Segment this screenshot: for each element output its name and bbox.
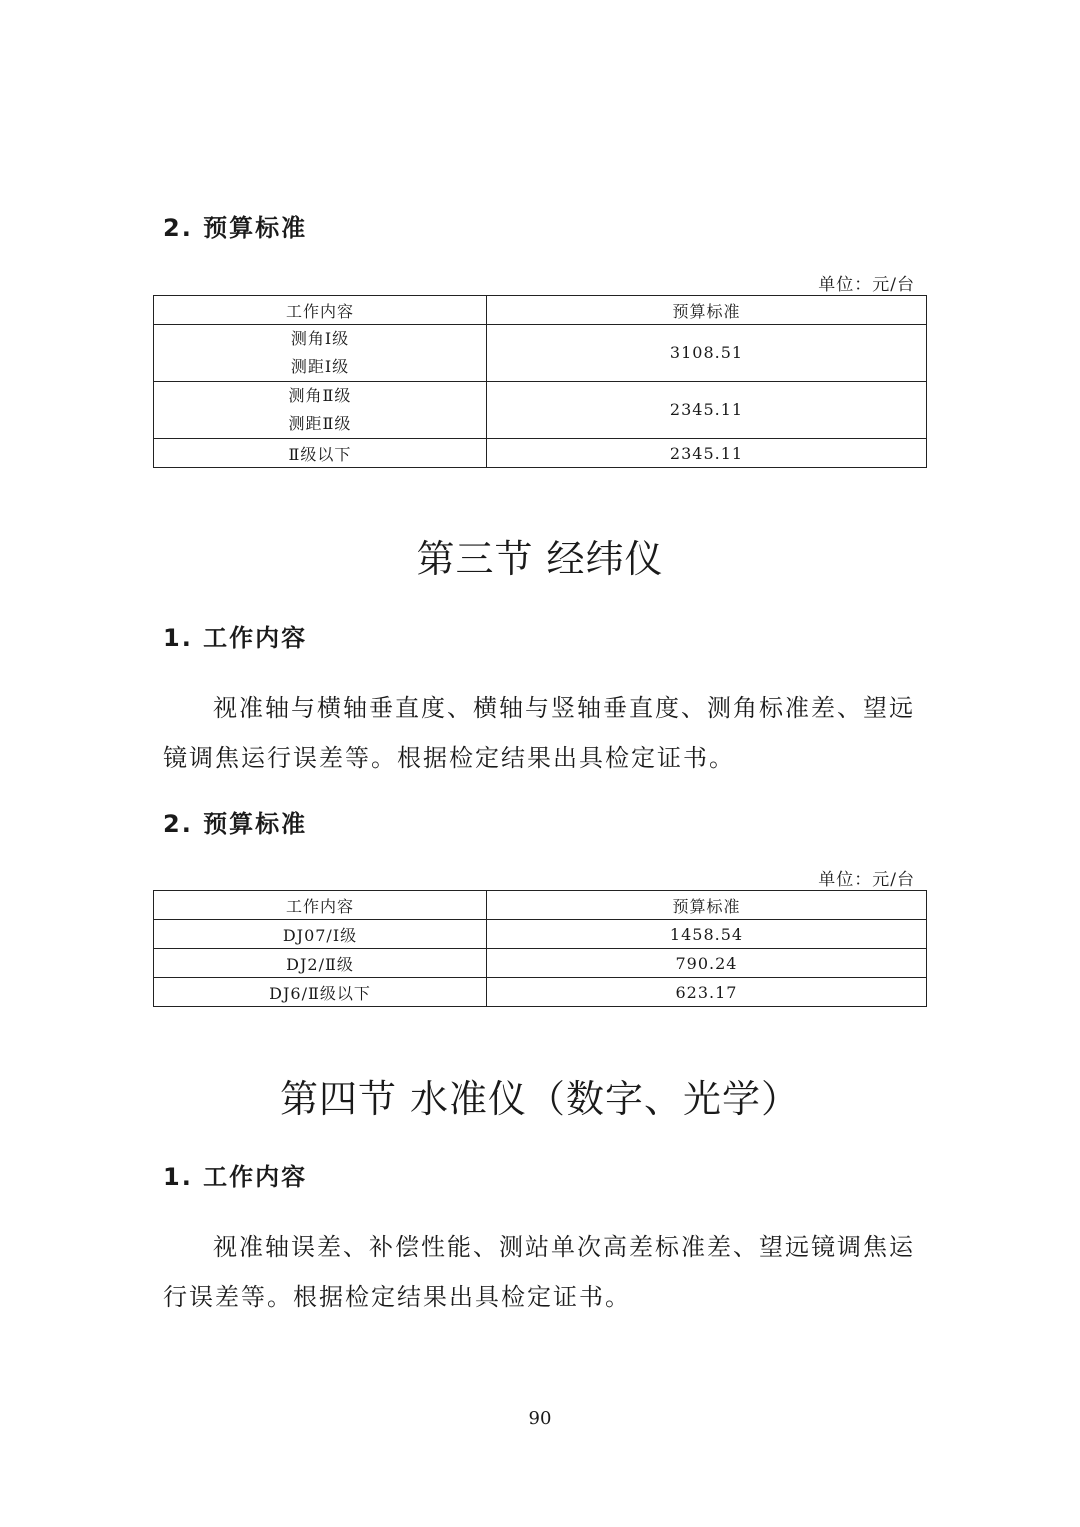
table-row xyxy=(154,382,927,439)
content-line: 测角Ⅱ级 xyxy=(288,386,352,405)
table-cell-value: 1458.54 xyxy=(487,920,927,949)
budget-heading: 2. 预算标准 xyxy=(163,810,308,838)
table-cell-content: Ⅱ级以下 xyxy=(154,439,487,468)
table-cell-value: 623.17 xyxy=(487,978,927,1007)
header-work-content: 工作内容 xyxy=(154,296,487,325)
table-cell-value: 2345.11 xyxy=(487,439,927,468)
content-line: 测角Ⅰ级 xyxy=(290,329,350,348)
table-cell-content xyxy=(154,382,487,439)
table-row xyxy=(154,920,927,949)
table-cell-value: 3108.51 xyxy=(487,325,927,382)
work-content-text: 视准轴与横轴垂直度、横轴与竖轴垂直度、测角标准差、望远镜调焦运行误差等。根据检定结果出具检定证书。 xyxy=(163,694,915,772)
table-cell-content xyxy=(154,325,487,382)
work-content-heading: 1. 工作内容 xyxy=(163,624,308,652)
header-budget: 预算标准 xyxy=(487,891,927,920)
header-budget: 预算标准 xyxy=(487,296,927,325)
table-row xyxy=(154,439,927,468)
work-content-heading: 1. 工作内容 xyxy=(163,1163,308,1191)
unit-label: 单位：元/台 xyxy=(818,870,915,890)
table-cell-value: 790.24 xyxy=(487,949,927,978)
table-row xyxy=(154,949,927,978)
table-cell-content: DJ07/Ⅰ级 xyxy=(154,920,487,949)
table-cell-content: DJ6/Ⅱ级以下 xyxy=(154,978,487,1007)
table-header-row xyxy=(154,891,927,920)
table-cell-content: DJ2/Ⅱ级 xyxy=(154,949,487,978)
work-content-paragraph xyxy=(163,1222,923,1322)
content-line: 测距Ⅰ级 xyxy=(290,357,350,376)
section-title: 第四节 水准仪（数字、光学） xyxy=(279,1077,801,1121)
page-number: 90 xyxy=(528,1408,552,1429)
budget-table-theodolite xyxy=(153,890,927,1007)
content-line: 测距Ⅱ级 xyxy=(288,414,352,433)
budget-table-prev xyxy=(153,295,927,468)
budget-heading: 2. 预算标准 xyxy=(163,214,308,242)
section-title: 第三节 经纬仪 xyxy=(416,537,664,581)
table-row xyxy=(154,325,927,382)
table-header-row xyxy=(154,296,927,325)
table-cell-value: 2345.11 xyxy=(487,382,927,439)
header-work-content: 工作内容 xyxy=(154,891,487,920)
work-content-paragraph xyxy=(163,683,923,783)
table-row xyxy=(154,978,927,1007)
unit-label: 单位：元/台 xyxy=(818,275,915,295)
work-content-text: 视准轴误差、补偿性能、测站单次高差标准差、望远镜调焦运行误差等。根据检定结果出具检定证书。 xyxy=(163,1233,915,1311)
